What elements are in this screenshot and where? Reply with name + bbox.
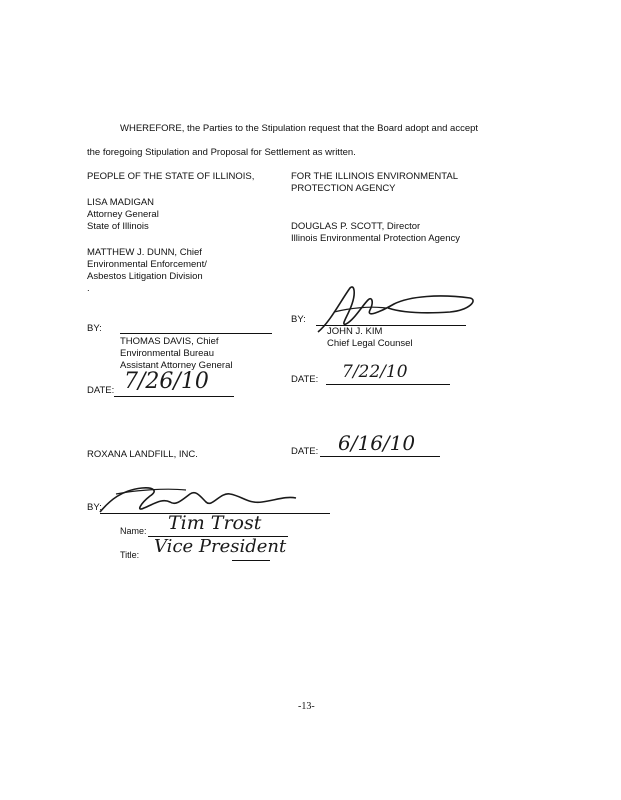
people-heading: PEOPLE OF THE STATE OF ILLINOIS, [87, 171, 255, 182]
people-signer-name: THOMAS DAVIS, Chief [120, 336, 219, 347]
roxana-title-underline [232, 560, 270, 561]
iepa-signer-name: JOHN J. KIM [327, 326, 383, 337]
roxana-heading: ROXANA LANDFILL, INC. [87, 449, 198, 460]
iepa-director: DOUGLAS P. SCOTT, Director [291, 221, 421, 232]
dunn-line-3: Asbestos Litigation Division [87, 271, 203, 282]
intro-line-1: WHEREFORE, the Parties to the Stipulation request that the Board adopt and accept [120, 123, 479, 134]
iepa-by-label: BY: [291, 314, 306, 325]
intro-line-2: the foregoing Stipulation and Proposal for Settlement as written. [87, 147, 356, 158]
people-signer-line-2: Environmental Bureau [120, 348, 214, 359]
roxana-date-handwritten: 6/16/10 [338, 431, 416, 455]
ag-title: Attorney General [87, 209, 159, 220]
roxana-date-label: DATE: [291, 446, 319, 457]
stray-dot: . [87, 283, 90, 294]
dunn-line-2: Environmental Enforcement/ [87, 259, 207, 270]
roxana-date-line [320, 456, 440, 457]
roxana-by-label: BY: [87, 502, 102, 513]
ag-name: LISA MADIGAN [87, 197, 155, 208]
people-date-line [114, 396, 234, 397]
iepa-heading-line-1: FOR THE ILLINOIS ENVIRONMENTAL [291, 171, 458, 182]
people-by-label: BY: [87, 323, 102, 334]
people-date-label: DATE: [87, 385, 115, 396]
roxana-name-handwritten: Tim Trost [168, 512, 262, 534]
people-signer-line-3: Assistant Attorney General [120, 360, 233, 371]
dunn-name: MATTHEW J. DUNN, Chief [87, 247, 202, 258]
iepa-heading-line-2: PROTECTION AGENCY [291, 183, 396, 194]
page-number: -13- [298, 701, 315, 712]
roxana-title-label: Title: [120, 550, 140, 560]
iepa-director-agency: Illinois Environmental Protection Agency [291, 233, 460, 244]
iepa-date-label: DATE: [291, 374, 319, 385]
roxana-name-label: Name: [120, 526, 147, 536]
people-date-handwritten: 7/26/10 [124, 369, 209, 394]
people-signature-line [120, 333, 272, 334]
iepa-date-line [326, 384, 450, 385]
roxana-title-handwritten: Vice President [154, 536, 287, 557]
iepa-signer-title: Chief Legal Counsel [327, 338, 413, 349]
iepa-date-handwritten: 7/22/10 [342, 362, 408, 382]
ag-state: State of Illinois [87, 221, 149, 232]
